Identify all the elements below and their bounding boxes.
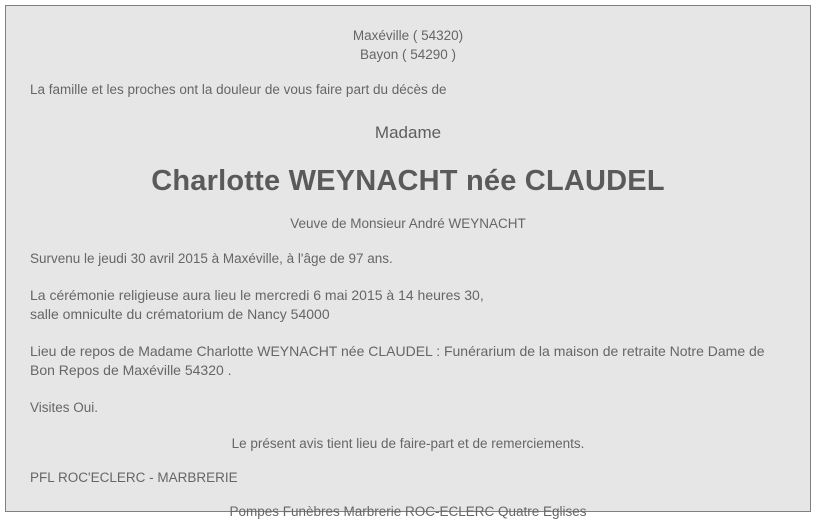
repose-line-1: Lieu de repos de Madame Charlotte WEYNACHT née CLAUDEL : Funérarium de la maison de retraite Notre Dame de [30, 343, 765, 359]
locations-block [30, 26, 786, 64]
location-line-2: Bayon ( 54290 ) [359, 47, 457, 62]
footer-company: Pompes Funèbres Marbrerie ROC-ECLERC Quatre Eglises [229, 504, 587, 519]
ceremony-line-2: salle omniculte du crématorium de Nancy 54000 [30, 306, 330, 322]
ceremony-line-1: La cérémonie religieuse aura lieu le mercredi 6 mai 2015 à 14 heures 30, [30, 287, 484, 303]
visits-line: Visites Oui. [30, 400, 99, 415]
location-line-1: Maxéville ( 54320) [352, 28, 464, 43]
ceremony-details [30, 286, 786, 324]
repose-line-2: Bon Repos de Maxéville 54320 . [30, 362, 232, 378]
death-notice-card [5, 5, 811, 519]
funeral-company: PFL ROC'ECLERC - MARBRERIE [30, 470, 238, 485]
death-details: Survenu le jeudi 30 avril 2015 à Maxéville, à l'âge de 97 ans. [30, 251, 393, 266]
honorific-title: Madame [374, 123, 442, 142]
deceased-name: Charlotte WEYNACHT née CLAUDEL [151, 165, 665, 197]
spouse-line: Veuve de Monsieur André WEYNACHT [290, 216, 526, 231]
closing-statement: Le présent avis tient lieu de faire-part et de remerciements. [231, 436, 585, 451]
repose-details [30, 342, 786, 380]
intro-text: La famille et les proches ont la douleur de vous faire part du décès de [30, 82, 447, 97]
